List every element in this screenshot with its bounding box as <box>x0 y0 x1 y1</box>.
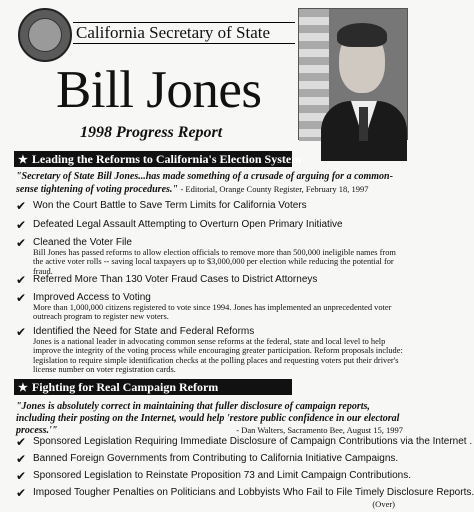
quote-campaign: "Jones is absolutely correct in maintaining that fuller disclosure of campaign reports, including their posting on the Internet, would help 'restore public confidence in our electoral process.'" <box>16 401 400 436</box>
star-icon: ★ <box>18 154 28 166</box>
section-heading-campaign: ★ Fighting for Real Campaign Reform <box>14 379 292 395</box>
checkmark-icon: ✔ <box>16 435 27 449</box>
state-seal <box>18 8 72 62</box>
checkmark-icon: ✔ <box>16 218 27 232</box>
checkmark-icon: ✔ <box>16 486 27 500</box>
checkmark-icon: ✔ <box>16 199 27 213</box>
over-note: (Over) <box>372 499 395 509</box>
checkmark-icon: ✔ <box>16 452 27 466</box>
quote-election: "Secretary of State Bill Jones...has made something of a crusade of arguing for a common-sense tightening of voting procedures." - Editorial, Orange County Register, February 18, 1997 <box>16 171 393 195</box>
office-title: California Secretary of State <box>76 23 271 42</box>
section-heading-election: ★ Leading the Reforms to California's Election System <box>14 151 292 167</box>
checkmark-icon: ✔ <box>16 325 27 339</box>
checkmark-icon: ✔ <box>16 273 27 287</box>
seal-emblem <box>28 18 62 52</box>
quote-source: - Dan Walters, Sacramento Bee, August 15, 1997 <box>236 425 403 435</box>
checkmark-icon: ✔ <box>16 291 27 305</box>
quote-source: - Editorial, Orange County Register, February 18, 1997 <box>180 184 369 194</box>
candidate-name: Bill Jones <box>56 61 262 119</box>
portrait-photo <box>298 8 408 140</box>
report-subtitle: 1998 Progress Report <box>80 124 223 141</box>
checkmark-icon: ✔ <box>16 469 27 483</box>
checkmark-icon: ✔ <box>16 236 27 250</box>
star-icon: ★ <box>18 382 28 394</box>
